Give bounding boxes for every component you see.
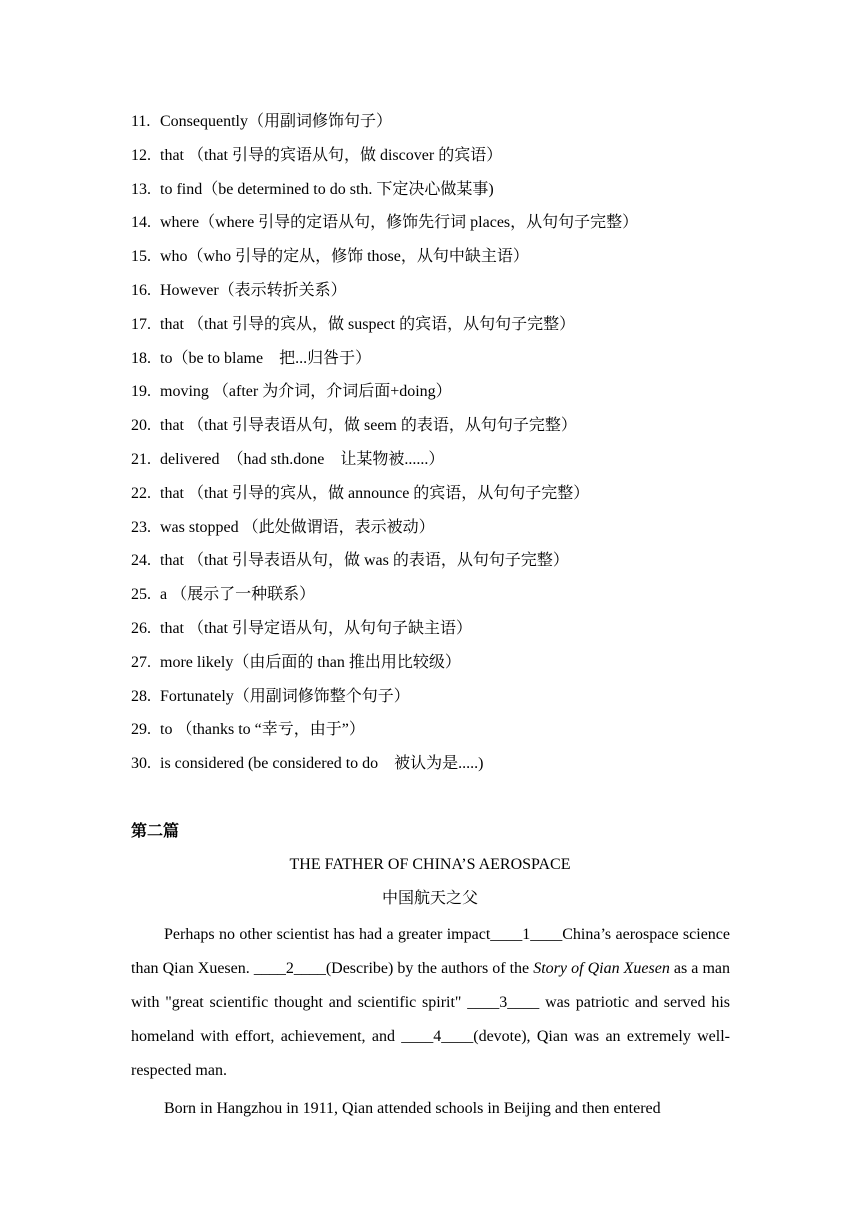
answer-number: 17. [131, 315, 151, 333]
passage-paragraph [131, 1092, 730, 1126]
answer-number: 27. [131, 653, 151, 671]
answer-item [131, 615, 771, 649]
answer-text: is considered (be considered to do 被认为是.....) [160, 755, 484, 773]
answer-number: 21. [131, 450, 151, 468]
answer-number: 12. [131, 146, 151, 164]
answer-text: However（表示转折关系） [160, 281, 347, 299]
passage-paragraph [131, 918, 730, 1088]
answer-number: 23. [131, 518, 151, 536]
paragraph-text: Born in Hangzhou in 1911, Qian attended schools in Beijing and then entered [164, 1100, 661, 1117]
answer-item [131, 716, 771, 750]
answer-text: that （that 引导表语从句，做 was 的表语，从句句子完整） [160, 552, 569, 570]
answer-number: 18. [131, 349, 151, 367]
answer-item [131, 581, 771, 615]
answer-number: 20. [131, 417, 151, 435]
answer-item [131, 683, 771, 717]
answer-list [131, 108, 771, 784]
paragraph-text: as a man with "great scientific thought and scientific spirit" ____3____ was patriotic and served his homeland with effort, achievement, and ____4____(devote), Qian was an extremely well-respected man. [131, 960, 731, 1079]
answer-item [131, 311, 771, 345]
answer-number: 26. [131, 619, 151, 637]
answer-number: 24. [131, 552, 151, 570]
answer-number: 11. [131, 113, 151, 130]
answer-item [131, 412, 771, 446]
answer-number: 22. [131, 484, 151, 502]
answer-text: was stopped （此处做谓语，表示被动） [160, 518, 435, 536]
book-title: Story of Qian Xuesen [533, 960, 670, 977]
answer-item [131, 176, 771, 210]
answer-text: who（who 引导的定从，修饰 those，从句中缺主语） [160, 248, 529, 266]
answer-text: that （that 引导定语从句，从句句子缺主语） [160, 619, 472, 637]
answer-text: a （展示了一种联系） [160, 586, 316, 604]
answer-number: 14. [131, 214, 151, 232]
answer-item [131, 378, 771, 412]
answer-item [131, 750, 771, 784]
paragraph-text: Perhaps no other scientist has had a greater impact____1____China’s aerospace science than Qian Xuesen. ____2____(Describe) by the authors of the [131, 926, 730, 977]
answer-number: 13. [131, 180, 151, 198]
answer-text: that （that 引导表语从句，做 seem 的表语，从句句子完整） [160, 417, 577, 435]
answer-item [131, 514, 771, 548]
answer-number: 15. [131, 248, 151, 266]
answer-text: that （that 引导的宾从，做 announce 的宾语，从句句子完整） [160, 484, 590, 502]
answer-number: 30. [131, 755, 151, 773]
answer-number: 25. [131, 586, 151, 604]
answer-item [131, 649, 771, 683]
answer-item [131, 345, 771, 379]
answer-text: to （thanks to “幸亏，由于”） [160, 721, 365, 739]
answer-text: where（where 引导的定语从句，修饰先行词 places，从句句子完整） [160, 214, 639, 232]
answer-item [131, 243, 771, 277]
answer-item [131, 142, 771, 176]
answer-number: 16. [131, 281, 151, 299]
answer-text: moving （after 为介词，介词后面+doing） [160, 383, 452, 401]
answer-text: to find（be determined to do sth. 下定决心做某事) [160, 180, 494, 198]
answer-text: delivered （had sth.done 让某物被......） [160, 450, 445, 468]
answer-item [131, 277, 771, 311]
answer-number: 28. [131, 687, 151, 705]
answer-text: to（be to blame 把...归咎于） [160, 349, 372, 367]
passage-subtitle: 中国航天之父 [381, 890, 478, 907]
section-heading: 第二篇 [131, 823, 180, 840]
answer-number: 19. [131, 383, 151, 401]
answer-number: 29. [131, 721, 151, 739]
answer-text: more likely（由后面的 than 推出用比较级） [160, 653, 461, 671]
answer-item [131, 446, 771, 480]
answer-item [131, 108, 771, 142]
answer-text: that （that 引导的宾从，做 suspect 的宾语，从句句子完整） [160, 315, 576, 333]
answer-text: Fortunately（用副词修饰整个句子） [160, 687, 410, 705]
passage-title: THE FATHER OF CHINA’S AEROSPACE [289, 856, 571, 873]
passage-body [131, 918, 730, 1130]
answer-text: Consequently（用副词修饰句子） [160, 113, 392, 130]
answer-text: that （that 引导的宾语从句，做 discover 的宾语） [160, 146, 503, 164]
answer-item [131, 480, 771, 514]
answer-item [131, 209, 771, 243]
answer-item [131, 547, 771, 581]
